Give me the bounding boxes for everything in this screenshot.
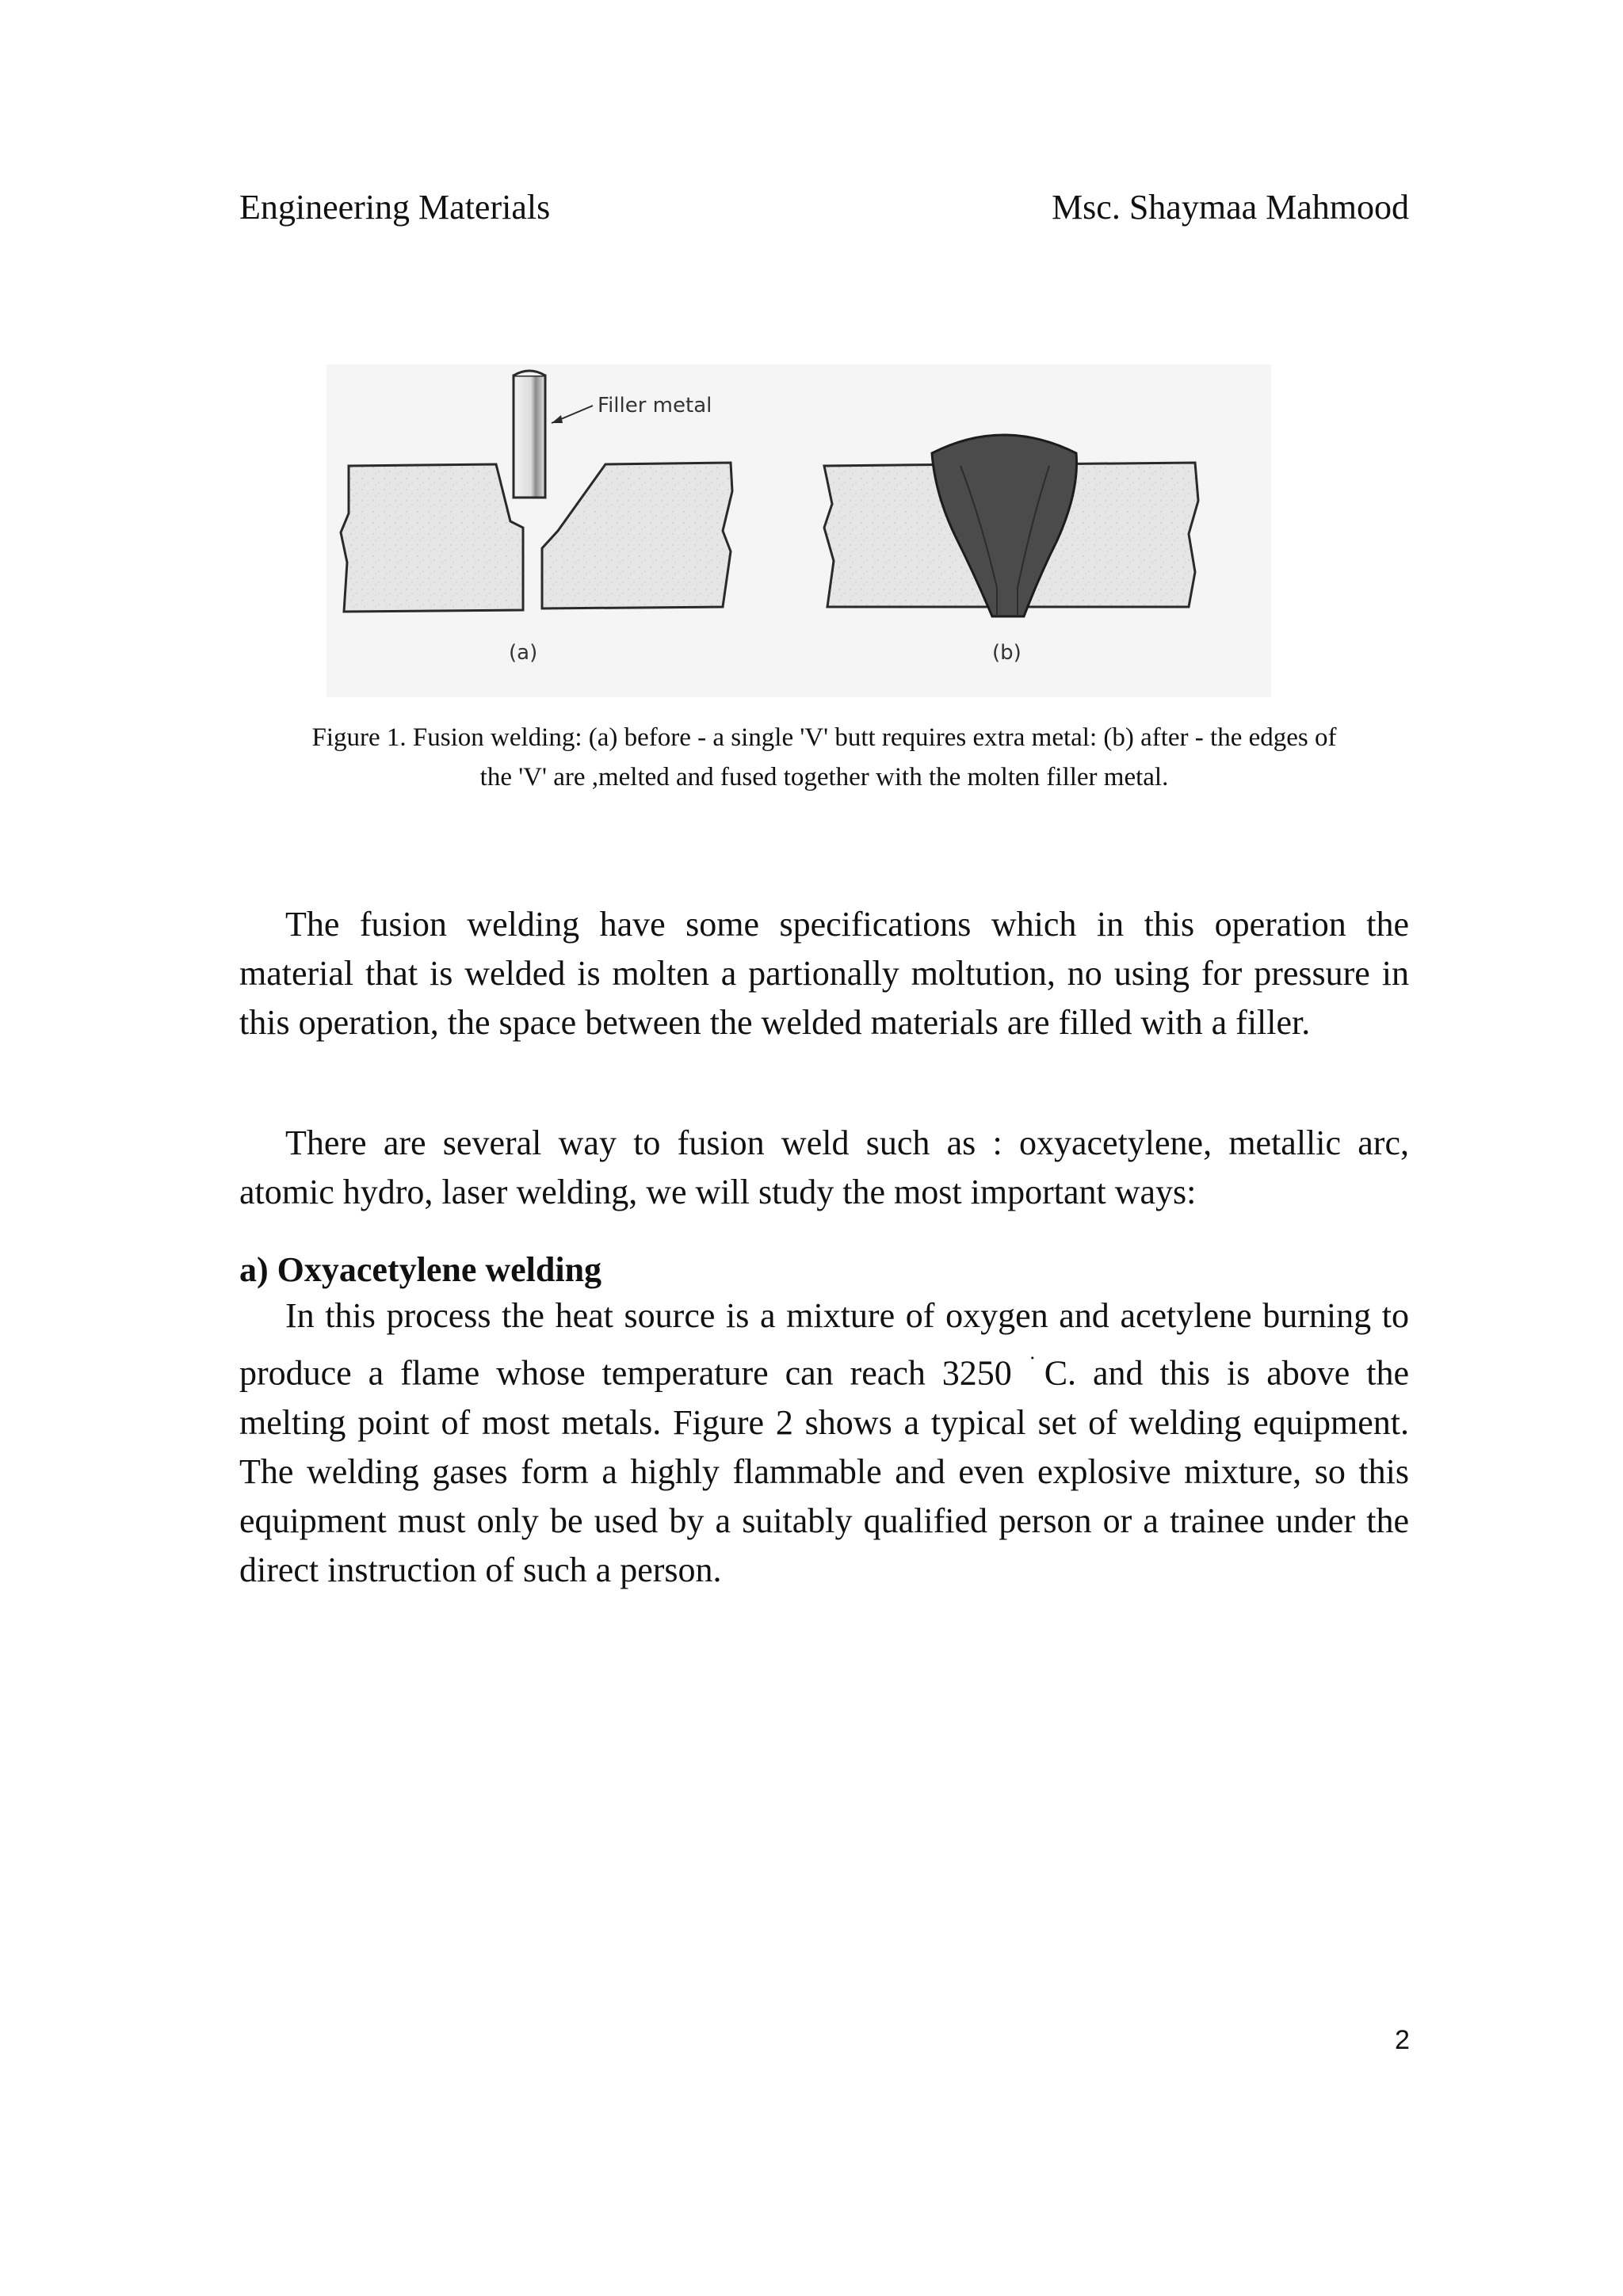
paragraph-1-text: The fusion welding have some specifications which in this operation the material that is welded is molten a partionally moltution, no using for pressure in this operation, the space between the welded materials are filled with a filler. — [239, 905, 1409, 1042]
paragraph-fusion-methods — [239, 1119, 1409, 1217]
filler-rod — [514, 376, 545, 498]
paragraph-3-text-b: C. and this is above the melting point of most metals. Figure 2 shows a typical set of welding equipment. The welding gases form a highly flammable and even explosive mixture, so this equipment must only be used by a suitably qualified person or a trainee under the direct instruction of such a person. — [239, 1353, 1410, 1589]
page-number: 2 — [1395, 2025, 1410, 2055]
figure-label-a: (a) — [509, 641, 538, 665]
figure-label-b: (b) — [992, 641, 1022, 665]
paragraph-2-text: There are several way to fusion weld such as : oxyacetylene, metallic arc, atomic hydro, laser welding, we will study the most important ways: — [239, 1123, 1409, 1211]
caption-line-1: Figure 1. Fusion welding: (a) before - a single 'V' butt requires extra metal: (b) after - the edges of — [311, 723, 1337, 752]
page-header — [239, 187, 1409, 235]
paragraph-3-text-a: In this process the heat source is a mixture of oxygen and acetylene burning to produce a flame whose temperature can reach 3250 — [239, 1296, 1409, 1393]
paragraph-fusion-specifications — [239, 900, 1409, 1047]
section-heading-oxyacetylene: a) Oxyacetylene welding — [239, 1250, 602, 1289]
header-author: Msc. Shaymaa Mahmood — [1052, 188, 1409, 227]
figure-caption — [239, 718, 1409, 797]
figure-fusion-welding — [327, 364, 1271, 697]
left-plate-a — [341, 464, 523, 612]
filler-metal-label: Filler metal — [598, 394, 712, 418]
header-course-title: Engineering Materials — [239, 188, 551, 227]
figure-illustration — [327, 364, 1271, 697]
caption-line-2: the 'V' are ,melted and fused together with the molten filler metal. — [479, 763, 1169, 791]
paragraph-oxyacetylene — [239, 1291, 1409, 1595]
degree-mark: ˙ — [1028, 1352, 1044, 1378]
